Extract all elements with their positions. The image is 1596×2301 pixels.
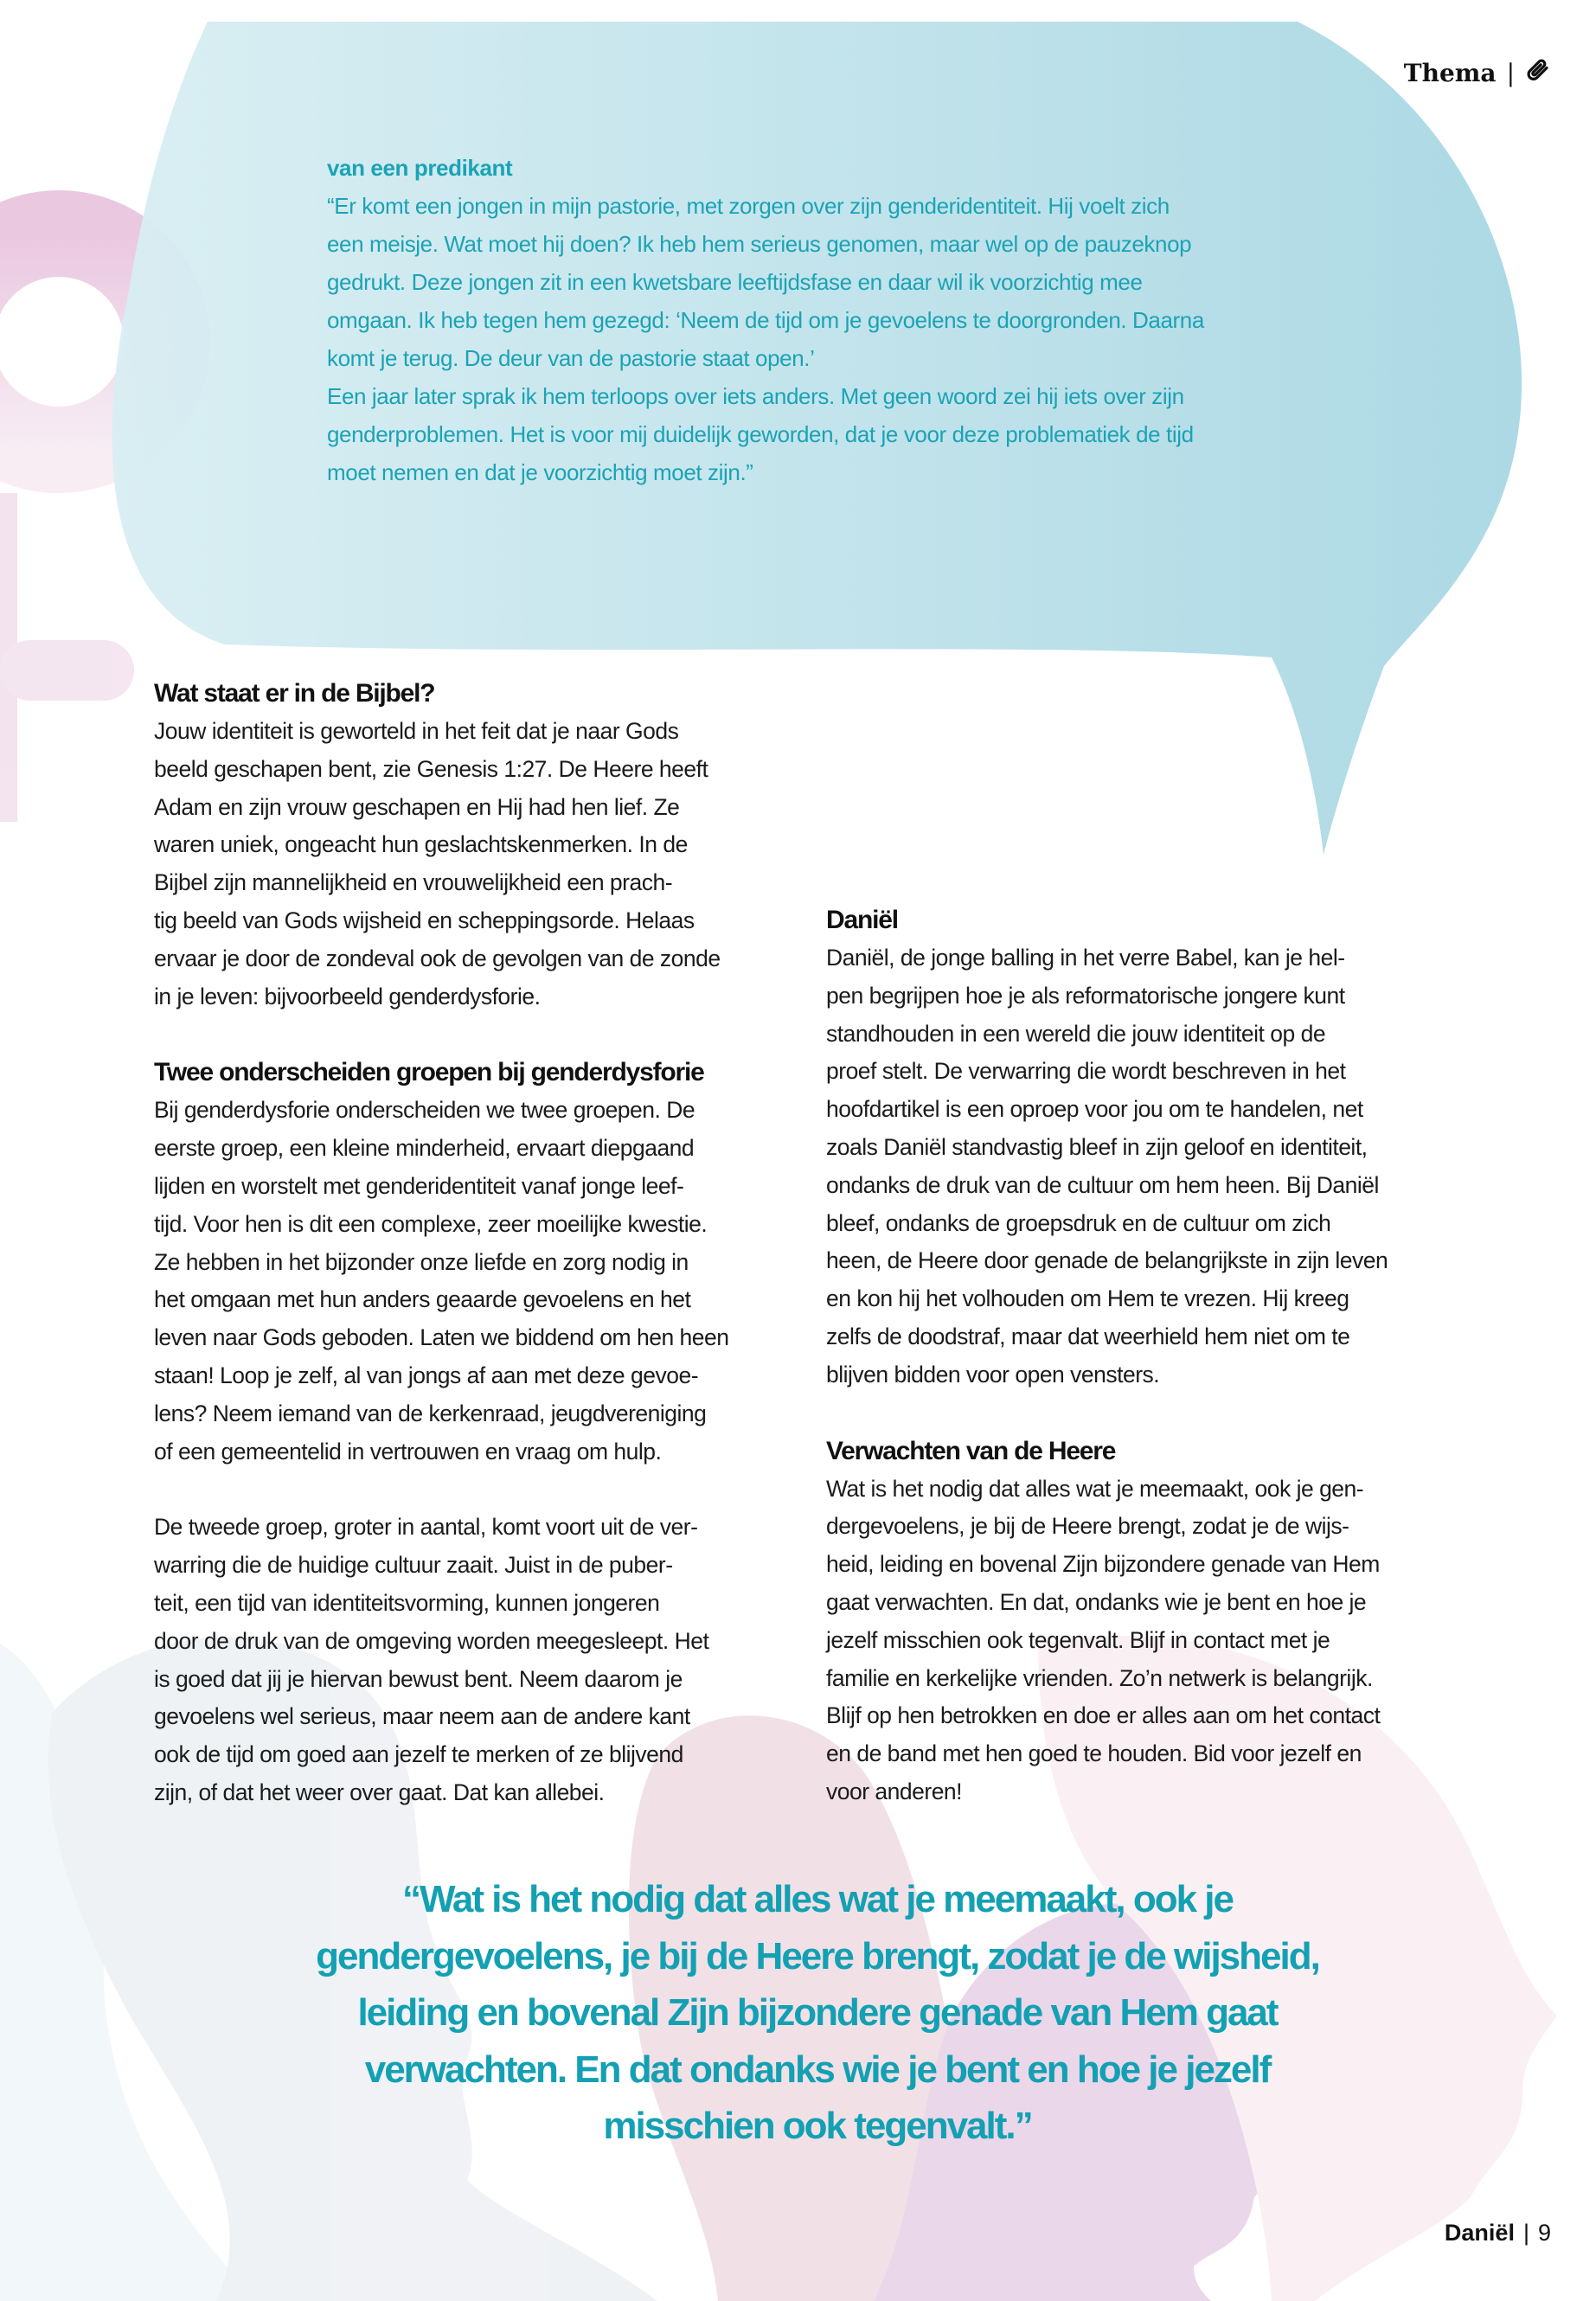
left-column (154, 675, 729, 1812)
text-line: pen begrijpen hoe je als reformatorische jongere kunt (826, 982, 1345, 1009)
text-line: blijven bidden voor open vensters. (826, 1361, 1160, 1388)
section-label: Thema (1403, 59, 1497, 87)
text-line: lijden en worstelt met genderidentiteit vanaf jonge leef- (154, 1172, 684, 1199)
text-line: zijn, of dat het weer over gaat. Dat kan allebei. (154, 1779, 605, 1805)
text-line: Bij genderdysforie onderscheiden we twee groepen. De (154, 1097, 695, 1124)
text-line: Wat is het nodig dat alles wat je meemaakt, ook je gen- (826, 1475, 1364, 1502)
text-line: zoals Daniël standvastig bleef in zijn geloof en identiteit, (826, 1133, 1368, 1160)
magazine-name: Daniël (1444, 2220, 1515, 2246)
text-line: gevoelens wel serieus, maar neem aan de andere kant (154, 1703, 690, 1730)
pull-quote-line: “Wat is het nodig dat alles wat je meemaakt, ook je (402, 1878, 1233, 1920)
text-line: teit, een tijd van identiteitsvorming, kunnen jongeren (154, 1589, 660, 1616)
section-heading: Twee onderscheiden groepen bij genderdysforie (154, 1058, 704, 1087)
intro-quote (327, 149, 1204, 491)
page-footer (1445, 2220, 1551, 2247)
text-line: door de druk van de omgeving worden meegesleept. Het (154, 1627, 709, 1654)
text-line: jezelf misschien ook tegenvalt. Blijf in contact met je (826, 1626, 1330, 1653)
text-line: staan! Loop je zelf, al van jongs af aan met deze gevoe- (154, 1362, 699, 1388)
text-line: De tweede groep, groter in aantal, komt voort uit de ver- (154, 1514, 698, 1541)
text-line: Ze hebben in het bijzonder onze liefde en zorg nodig in (154, 1248, 689, 1275)
section-heading: Verwachten van de Heere (826, 1436, 1116, 1465)
text-line: tig beeld van Gods wijsheid en scheppingsorde. Helaas (154, 907, 695, 933)
intro-heading: van een predikant (327, 155, 513, 181)
page-number: 9 (1537, 2220, 1551, 2246)
text-line: zelfs de doodstraf, maar dat weerhield hem niet om te (826, 1323, 1350, 1349)
intro-line: moet nemen en dat je voorzichtig moet zijn.” (327, 459, 753, 485)
text-line: ook de tijd om goed aan jezelf te merken of ze blijvend (154, 1741, 683, 1768)
text-line: hoofdartikel is een oproep voor jou om te handelen, net (826, 1096, 1363, 1123)
paperclip-icon (1525, 57, 1551, 89)
text-line: ervaar je door de zondeval ook de gevolgen van de zonde (154, 945, 721, 971)
text-line: het omgaan met hun anders geaarde gevoelens en het (154, 1286, 691, 1313)
text-line: waren uniek, ongeacht hun geslachtskenmerken. In de (154, 831, 688, 858)
section-header (1404, 57, 1551, 89)
text-line: heid, leiding en bovenal Zijn bijzondere genade van Hem (826, 1551, 1380, 1578)
paragraph (154, 1509, 729, 1811)
text-line: Jouw identiteit is geworteld in het feit dat je naar Gods (154, 718, 679, 744)
text-line: en kon hij het volhouden om Hem te vrezen. Hij kreeg (826, 1285, 1349, 1312)
text-line: is goed dat jij je hiervan bewust bent. Neem daarom je (154, 1665, 683, 1692)
pull-quote-line: misschien ook tegenvalt.” (603, 2105, 1032, 2147)
intro-line: “Er komt een jongen in mijn pastorie, met zorgen over zijn genderidentiteit. Hij voelt zich (327, 193, 1170, 219)
footer-separator: | (1522, 2220, 1529, 2246)
pull-quote (0, 1871, 1596, 2155)
pull-quote-line: gendergevoelens, je bij de Heere brengt, zodat je de wijsheid, (316, 1934, 1319, 1977)
text-line: familie en kerkelijke vrienden. Zo’n netwerk is belangrijk. (826, 1664, 1373, 1691)
text-line: gaat verwachten. En dat, ondanks wie je bent en hoe je (826, 1588, 1367, 1615)
text-line: beeld geschapen bent, zie Genesis 1:27. De Heere heeft (154, 755, 708, 782)
intro-line: omgaan. Ik heb tegen hem gezegd: ‘Neem de tijd om je gevoelens te doorgronden. Daarna (327, 307, 1204, 333)
text-line: warring die de huidige cultuur zaait. Juist in de puber- (154, 1552, 673, 1579)
section-heading: Wat staat er in de Bijbel? (154, 679, 435, 708)
text-line: lens? Neem iemand van de kerkenraad, jeugdvereniging (154, 1400, 707, 1426)
text-line: standhouden in een wereld die jouw identiteit op de (826, 1020, 1326, 1047)
paragraph (154, 713, 729, 1016)
pull-quote-line: verwachten. En dat ondanks wie je bent en hoe je jezelf (364, 2048, 1271, 2091)
text-line: Blijf op hen betrokken en doe er alles aan om het contact (826, 1702, 1381, 1729)
intro-line: genderproblemen. Het is voor mij duidelijk geworden, dat je voor deze problematiek de tijd (327, 421, 1194, 447)
pull-quote-line: leiding en bovenal Zijn bijzondere genade van Hem gaat (357, 1991, 1278, 2034)
text-line: Daniël, de jonge balling in het verre Babel, kan je hel- (826, 945, 1345, 971)
paragraph (154, 1092, 729, 1471)
text-line: en de band met hen goed te houden. Bid voor jezelf en (826, 1740, 1362, 1767)
text-line: Adam en zijn vrouw geschapen en Hij had hen lief. Ze (154, 793, 680, 820)
text-line: in je leven: bijvoorbeeld genderdysforie. (154, 983, 541, 1009)
text-line: bleef, ondanks de groepsdruk en de cultuur om zich (826, 1209, 1331, 1236)
intro-line: Een jaar later sprak ik hem terloops over iets anders. Met geen woord zei hij iets over zijn (327, 383, 1184, 409)
paragraph (826, 939, 1388, 1394)
intro-line: komt je terug. De deur van de pastorie staat open.’ (327, 345, 815, 371)
text-line: leven naar Gods geboden. Laten we biddend om hen heen (154, 1324, 729, 1351)
section-heading: Daniël (826, 906, 898, 934)
text-line: heen, de Heere door genade de belangrijkste in zijn leven (826, 1247, 1388, 1274)
paragraph (826, 1471, 1388, 1811)
right-column (826, 901, 1388, 1811)
text-line: tijd. Voor hen is dit een complexe, zeer moeilijke kwestie. (154, 1210, 708, 1237)
intro-line: gedrukt. Deze jongen zit in een kwetsbare leeftijdsfase en daar wil ik voorzichtig mee (327, 269, 1143, 295)
text-line: proef stelt. De verwarring die wordt beschreven in het (826, 1058, 1346, 1085)
header-separator: | (1506, 59, 1515, 87)
text-line: eerste groep, een kleine minderheid, ervaart diepgaand (154, 1135, 695, 1162)
text-line: voor anderen! (826, 1778, 963, 1804)
text-line: of een gemeentelid in vertrouwen en vraag om hulp. (154, 1438, 662, 1465)
text-line: ondanks de druk van de cultuur om hem heen. Bij Daniël (826, 1171, 1379, 1198)
text-line: Bijbel zijn mannelijkheid en vrouwelijkheid een prach- (154, 869, 673, 896)
text-line: dergevoelens, je bij de Heere brengt, zodat je de wijs- (826, 1513, 1349, 1540)
intro-line: een meisje. Wat moet hij doen? Ik heb hem serieus genomen, maar wel op de pauzeknop (327, 231, 1192, 257)
